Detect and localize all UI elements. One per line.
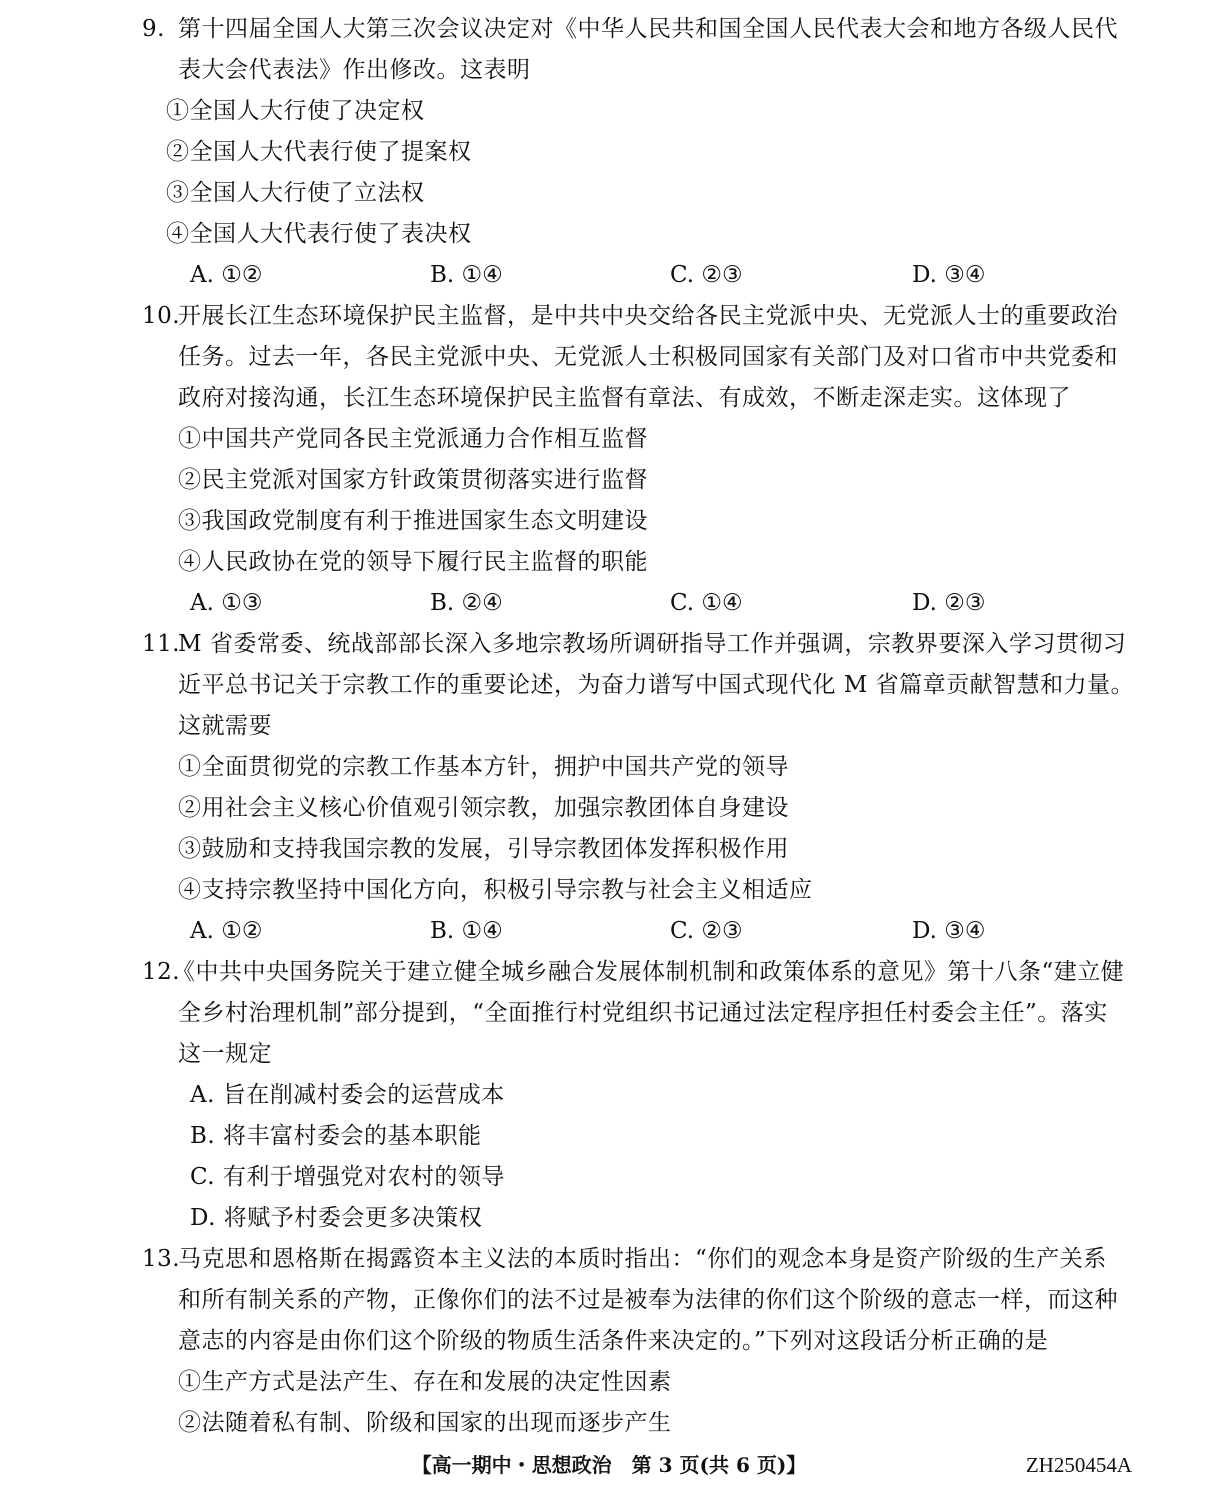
option-b[interactable]: B. ①④ <box>430 262 503 288</box>
option-a[interactable]: A. ①② <box>190 918 263 944</box>
question-10-statement-3: ③我国政党制度有利于推进国家生态文明建设 <box>178 508 648 534</box>
question-number: 12. <box>142 959 181 985</box>
option-c[interactable]: C. ②③ <box>670 262 743 288</box>
question-number: 10. <box>142 303 181 329</box>
question-11-statement-3: ③鼓励和支持我国宗教的发展，引导宗教团体发挥积极作用 <box>178 836 789 862</box>
question-12-stem-line-3: 这一规定 <box>178 1041 272 1067</box>
footer-title: 【高一期中・思想政治 第 3 页(共 6 页)】 <box>411 1453 807 1477</box>
option-d[interactable]: D. 将赋予村委会更多决策权 <box>190 1205 483 1231</box>
question-12-stem-line-2: 全乡村治理机制”部分提到，“全面推行村党组织书记通过法定程序担任村委会主任”。落实 <box>178 1000 1108 1026</box>
question-10-stem-line-2: 任务。过去一年，各民主党派中央、无党派人士积极同国家有关部门及对口省市中共党委和 <box>178 344 1118 370</box>
question-13-statement-2: ②法随着私有制、阶级和国家的出现而逐步产生 <box>178 1410 672 1436</box>
question-11-stem-line-2: 近平总书记关于宗教工作的重要论述，为奋力谱写中国式现代化 M 省篇章贡献智慧和力量。 <box>178 672 1135 698</box>
question-11-stem-line-3: 这就需要 <box>178 713 272 739</box>
question-13-stem-line-1: 13.马克思和恩格斯在揭露资本主义法的本质时指出：“你们的观念本身是资产阶级的生产关系 <box>142 1246 1107 1272</box>
question-9-statement-2: ②全国人大代表行使了提案权 <box>166 139 472 165</box>
option-a[interactable]: A. ①③ <box>190 590 263 616</box>
question-10-stem-line-3: 政府对接沟通，长江生态环境保护民主监督有章法、有成效，不断走深走实。这体现了 <box>178 385 1071 411</box>
question-9-statement-3: ③全国人大行使了立法权 <box>166 180 425 206</box>
option-c[interactable]: C. ①④ <box>670 590 743 616</box>
question-11-statement-1: ①全面贯彻党的宗教工作基本方针，拥护中国共产党的领导 <box>178 754 789 780</box>
option-b[interactable]: B. 将丰富村委会的基本职能 <box>190 1123 482 1149</box>
page-footer <box>0 1450 1218 1480</box>
option-b[interactable]: B. ①④ <box>430 918 503 944</box>
option-d[interactable]: D. ②③ <box>912 590 986 616</box>
option-d[interactable]: D. ③④ <box>912 918 986 944</box>
question-10-stem-line-1: 10.开展长江生态环境保护民主监督，是中共中央交给各民主党派中央、无党派人士的重要政治 <box>142 303 1118 329</box>
question-13-stem-line-3: 意志的内容是由你们这个阶级的物质生活条件来决定的。”下列对这段话分析正确的是 <box>178 1328 1049 1354</box>
option-a[interactable]: A. ①② <box>190 262 263 288</box>
question-10-statement-4: ④人民政协在党的领导下履行民主监督的职能 <box>178 549 648 575</box>
question-12-stem-line-1: 12.《中共中央国务院关于建立健全城乡融合发展体制机制和政策体系的意见》第十八条“建立健 <box>142 959 1125 985</box>
question-9-statement-1: ①全国人大行使了决定权 <box>166 98 425 124</box>
question-9-stem-line-2: 表大会代表法》作出修改。这表明 <box>178 57 531 83</box>
question-9-stem-line-1: 9. 第十四届全国人大第三次会议决定对《中华人民共和国全国人民代表大会和地方各级人民代 <box>142 16 1118 42</box>
option-b[interactable]: B. ②④ <box>430 590 503 616</box>
option-a[interactable]: A. 旨在削减村委会的运营成本 <box>190 1082 505 1108</box>
question-13-statement-1: ①生产方式是法产生、存在和发展的决定性因素 <box>178 1369 672 1395</box>
question-11-statement-4: ④支持宗教坚持中国化方向，积极引导宗教与社会主义相适应 <box>178 877 813 903</box>
question-11-options <box>0 916 1218 946</box>
question-11-statement-2: ②用社会主义核心价值观引领宗教，加强宗教团体自身建设 <box>178 795 789 821</box>
question-11-stem-line-1: 11.M 省委常委、统战部部长深入多地宗教场所调研指导工作并强调，宗教界要深入学习贯彻习 <box>142 631 1127 657</box>
question-10-statement-1: ①中国共产党同各民主党派通力合作相互监督 <box>178 426 648 452</box>
option-c[interactable]: C. ②③ <box>670 918 743 944</box>
question-9-statement-4: ④全国人大代表行使了表决权 <box>166 221 472 247</box>
question-number: 11. <box>142 631 181 657</box>
option-c[interactable]: C. 有利于增强党对农村的领导 <box>190 1164 505 1190</box>
question-number: 9. <box>142 16 165 42</box>
question-10-statement-2: ②民主党派对国家方针政策贯彻落实进行监督 <box>178 467 648 493</box>
question-9-options <box>0 260 1218 290</box>
paper-code: ZH250454A <box>1025 1453 1132 1477</box>
option-d[interactable]: D. ③④ <box>912 262 986 288</box>
question-10-options <box>0 588 1218 618</box>
question-number: 13. <box>142 1246 181 1272</box>
question-13-stem-line-2: 和所有制关系的产物，正像你们的法不过是被奉为法律的你们这个阶级的意志一样，而这种 <box>178 1287 1118 1313</box>
